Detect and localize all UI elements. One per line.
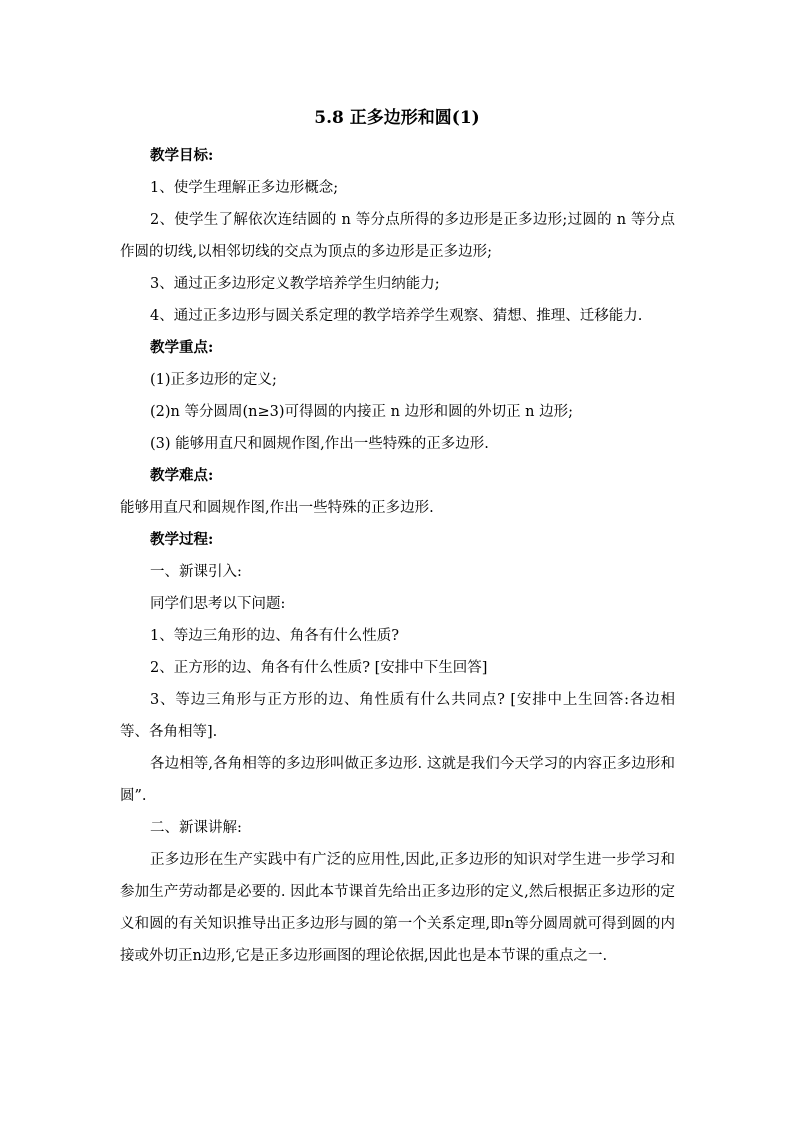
keypoint-item: (2)n 等分圆周(n≥3)可得圆的内接正 n 边形和圆的外切正 n 边形;	[150, 404, 574, 420]
objectives-heading: 教学目标:	[150, 147, 214, 164]
part1-question: 2、正方形的边、角各有什么性质? [安排中下生回答]	[150, 660, 488, 676]
document-body	[120, 140, 675, 972]
part1-heading: 一、新课引入:	[150, 564, 242, 580]
part2-heading: 二、新课讲解:	[150, 820, 242, 836]
keypoint-item: (3) 能够用直尺和圆规作图,作出一些特殊的正多边形.	[150, 436, 489, 452]
part1-conclusion: 各边相等,各角相等的多边形叫做正多边形. 这就是我们今天学习的内容正多边形和圆”.	[120, 756, 675, 804]
part1-question: 1、等边三角形的边、角各有什么性质?	[150, 628, 399, 644]
difficulty-text: 能够用直尺和圆规作图,作出一些特殊的正多边形.	[120, 500, 434, 516]
part2-paragraph: 正多边形在生产实践中有广泛的应用性,因此,正多边形的知识对学生进一步学习和参加生产劳动都是必要的. 因此本节课首先给出正多边形的定义,然后根据正多边形的定义和圆的有关知识推导出正多边形与圆的第一个关系定理,即n等分圆周就可得到圆的内接或外切正n边形,它是正多边形画图的理论依据,因此也是本节课的重点之一.	[120, 852, 675, 964]
keypoint-item: (1)正多边形的定义;	[150, 372, 277, 388]
objective-item: 2、使学生了解依次连结圆的 n 等分点所得的多边形是正多边形;过圆的 n 等分点作圆的切线,以相邻切线的交点为顶点的多边形是正多边形;	[120, 212, 675, 260]
keypoints-heading: 教学重点:	[150, 339, 214, 356]
process-heading: 教学过程:	[150, 531, 214, 548]
part1-intro: 同学们思考以下问题:	[150, 596, 286, 612]
objective-item: 3、通过正多边形定义教学培养学生归纳能力;	[150, 276, 440, 292]
part1-question: 3、等边三角形与正方形的边、角性质有什么共同点? [安排中上生回答:各边相等、各角相等].	[120, 692, 675, 740]
objective-item: 4、通过正多边形与圆关系定理的教学培养学生观察、猜想、推理、迁移能力.	[150, 308, 643, 324]
difficulty-heading: 教学难点:	[150, 467, 214, 484]
objective-item: 1、使学生理解正多边形概念;	[150, 180, 339, 196]
document-title: 5.8 正多边形和圆(1)	[314, 108, 480, 128]
